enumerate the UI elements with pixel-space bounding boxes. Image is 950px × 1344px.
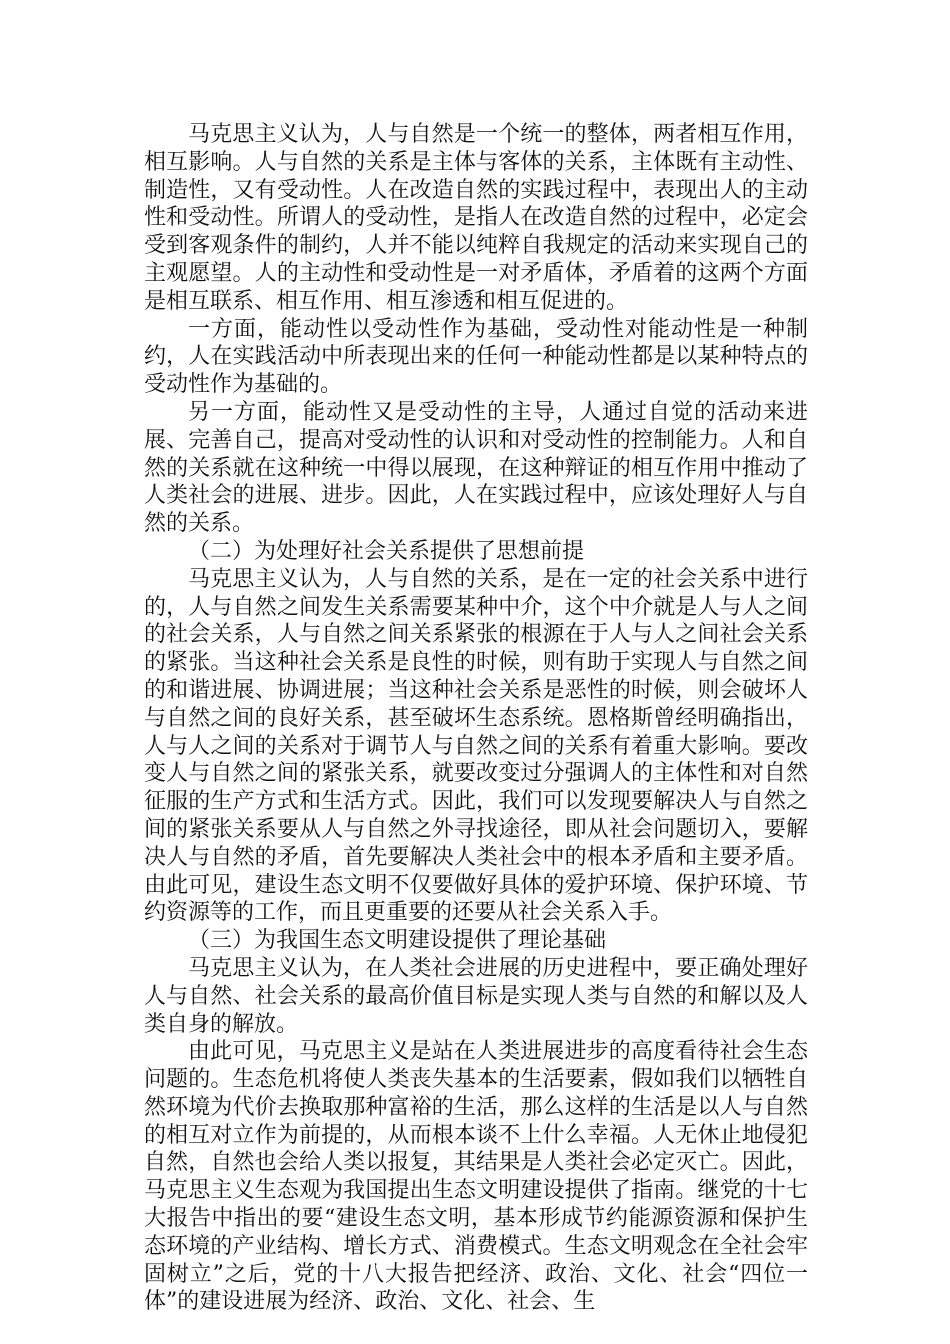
section-heading-2: （二）为处理好社会关系提供了思想前提	[188, 538, 585, 564]
paragraph-3: 另一方面，能动性又是受动性的主导，人通过自觉的活动来进展、完善自己，提高对受动性的认识和对受动性的控制能力。人和自然的关系就在这种统一中得以展现，在这种辩证的相互作用中推动了人类社会的进展、进步。因此，人在实践过程中，应该处理好人与自然的关系。	[144, 399, 808, 537]
document-body	[144, 121, 808, 1316]
paragraph-2: 一方面，能动性以受动性作为基础，受动性对能动性是一种制约，人在实践活动中所表现出来的任何一种能动性都是以某种特点的受动性作为基础的。	[144, 316, 808, 398]
paragraph-4: 马克思主义认为，人与自然的关系，是在一定的社会关系中进行的，人与自然之间发生关系需要某种中介，这个中介就是人与人之间的社会关系，人与自然之间关系紧张的根源在于人与人之间社会关系的紧张。当这种社会关系是良性的时候，则有助于实现人与自然之间的和谐进展、协调进展；当这种社会关系是恶性的时候，则会破坏人与自然之间的良好关系，甚至破坏生态系统。恩格斯曾经明确指出，人与人之间的关系对于调节人与自然之间的关系有着重大影响。要改变人与自然之间的紧张关系，就要改变过分强调人的主体性和对自然征服的生产方式和生活方式。因此，我们可以发现要解决人与自然之间的紧张关系要从人与自然之外寻找途径，即从社会问题切入，要解决人与自然的矛盾，首先要解决人类社会中的根本矛盾和主要矛盾。由此可见，建设生态文明不仅要做好具体的爱护环境、保护环境、节约资源等的工作，而且更重要的还要从社会关系入手。	[144, 566, 808, 926]
paragraph-5: 马克思主义认为，在人类社会进展的历史进程中，要正确处理好人与自然、社会关系的最高价值目标是实现人类与自然的和解以及人类自身的解放。	[144, 955, 808, 1037]
section-heading-3: （三）为我国生态文明建设提供了理论基础	[188, 928, 607, 954]
paragraph-6: 由此可见，马克思主义是站在人类进展进步的高度看待社会生态问题的。生态危机将使人类丧失基本的生活要素，假如我们以牺牲自然环境为代价去换取那种富裕的生活，那么这样的生活是以人与自然的相互对立作为前提的，从而根本谈不上什么幸福。人无休止地侵犯自然，自然也会给人类以报复，其结果是人类社会必定灭亡。因此，马克思主义生态观为我国提出生态文明建设提供了指南。继党的十七大报告中指出的要“建设生态文明，基本形成节约能源资源和保护生态环境的产业结构、增长方式、消费模式。生态文明观念在全社会牢固树立”之后，党的十八大报告把经济、政治、文化、社会“四位一体”的建设进展为经济、政治、文化、社会、生	[144, 1039, 808, 1315]
paragraph-1: 马克思主义认为，人与自然是一个统一的整体，两者相互作用，相互影响。人与自然的关系是主体与客体的关系，主体既有主动性、制造性，又有受动性。人在改造自然的实践过程中，表现出人的主动性和受动性。所谓人的受动性，是指人在改造自然的过程中，必定会受到客观条件的制约，人并不能以纯粹自我规定的活动来实现自己的主观愿望。人的主动性和受动性是一对矛盾体，矛盾着的这两个方面是相互联系、相互作用、相互渗透和相互促进的。	[144, 122, 808, 314]
